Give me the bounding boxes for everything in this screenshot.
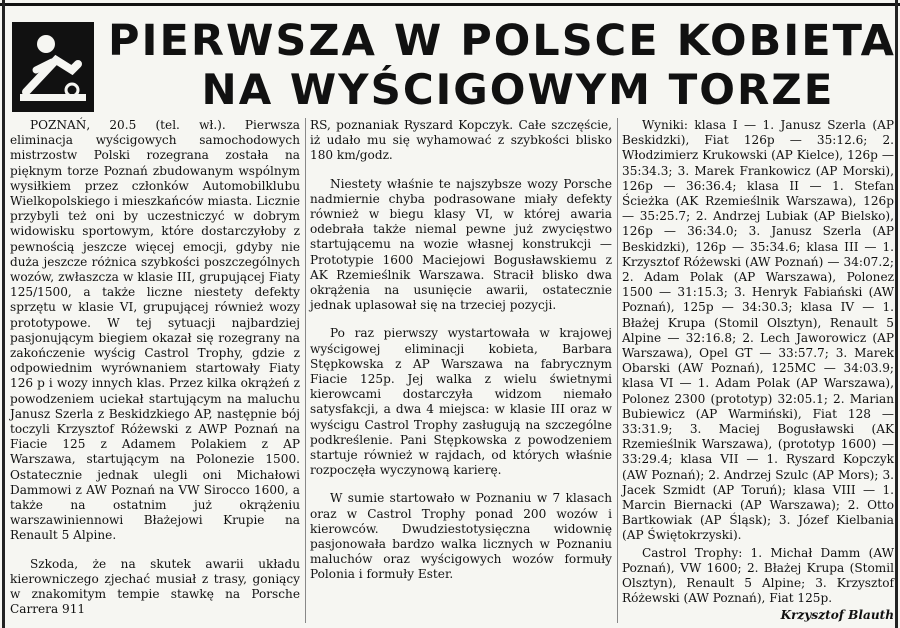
headline-line-1: PIERWSZA W POLSCE KOBIETA (108, 16, 896, 66)
article-paragraph: POZNAŃ, 20.5 (tel. wł.). Pierwsza eliminacja wyścigowych samochodowych mistrzostw Polski rozegrana została na pięknym torze Poznań zbudowanym wspólnym wysiłkiem przez członków Automobilklubu Wielkopolskiego i mieszkańców miasta. Licznie przybyli też oni by uczestniczyć w dobrym widowisku sportowym, które dostarczyłoby z pewnością jeszcze więcej emocji, gdyby nie duża jeszcze różnica szybkości poszczególnych wozów, zwłaszcza w klasie III, grupującej Fiaty 125/1500, a także liczne niestety defekty sprzętu w klasie VI, grupującej również wozy prototypowe. W tej sytuacji najbardziej pasjonującym biegiem okazał się rozegrany na zakończenie wyścig Castrol Trophy, gdzie z odpowiednim wyrównaniem startowały Fiaty 126 p i wozy innych klas. Przez kilka okrążeń z powodzeniem uciekał startującym na maluchu Janusz Szerla z Beskidzkiego AP, następnie bój toczyli Krzysztof Różewski z AWP Poznań na Fiacie 125 z Adamem Polakiem z AP Warszawa, startującym na Polonezie 1500. Ostatecznie jednak ulegli oni Michałowi Dammowi z AW Poznań na VW Sirocco 1600, a także na ostatnim już okrążeniu warszawiniennowi Błażejowi Krupie na Renault 5 Alpine. (10, 118, 300, 543)
results-paragraph: Wyniki: klasa I — 1. Janusz Szerla (AP Beskidzki), Fiat 126p — 35:12.6; 2. Włodzimierz Krukowski (AP Kielce), 126p — 35:34.3; 3. Marek Frankowicz (AP Morski), 126p — 36:36.4; klasa II — 1. Stefan Ścieżka (AK Rzemieślnik Warszawa), 126p — 35:25.7; 2. Andrzej Lubiak (AP Bielsko), 126p — 36:34.0; 3. Janusz Szerla (AP Beskidzki), 126p — 35:34.6; klasa III — 1. Krzysztof Różewski (AW Poznań) — 34:07.2; 2. Adam Polak (AP Warszawa), Polonez 1500 — 31:15.3; 3. Henryk Fabiański (AW Poznań), 125p — 34:30.3; klasa IV — 1. Błażej Krupa (Stomil Olsztyn), Renault 5 Alpine — 32:16.8; 2. Lech Jaworowicz (AP Warszawa), Opel GT — 33:57.7; 3. Marek Obarski (AW Poznań), 125MC — 34:03.9; klasa VI — 1. Adam Polak (AP Warszawa), Polonez 2300 (prototyp) 32:05.1; 2. Marian Bubiewicz (AP Warmiński), Fiat 128 — 33:31.9; 3. Maciej Bogusławski (AK Rzemieślnik Warszawa), (prototyp 1600) — 33:29.4; klasa VII — 1. Ryszard Kopczyk (AW Poznań); 2. Andrzej Szulc (AP Mors); 3. Jacek Szmidt (AP Toruń); klasa VIII — 1. Marcin Biernacki (AP Warszawa); 2. Otto Bartkowiak (AP Śląsk); 3. Józef Kielbania (AP Świętokrzyski). (622, 118, 894, 543)
top-rule (0, 3, 900, 6)
column-divider (305, 118, 306, 623)
racing-driver-icon (12, 22, 94, 112)
article-column-1 (10, 118, 300, 618)
author-byline: Krzysztof Blauth (780, 607, 894, 622)
results-column (622, 118, 894, 623)
headline-line-2: NA WYŚCIGOWYM TORZE (201, 65, 835, 114)
left-border (2, 0, 5, 628)
article-column-2 (310, 118, 612, 583)
article-paragraph: RS, poznaniak Ryszard Kopczyk. Całe szczęście, iż udało mu się wyhamować z szybkości blisko 180 km/godz. (310, 118, 612, 163)
article-paragraph: Niestety właśnie te najszybsze wozy Porsche nadmiernie chyba podrasowane miały defekty również w biegu klasy VI, w której awaria odebrała także niemal pewne już zwycięstwo startującemu na wozie własnej konstrukcji — Prototypie 1600 Maciejowi Bogusławskiemu z AK Rzemieślnik Warszawa. Stracił blisko dwa okrążenia na usunięcie awarii, ostatecznie jednak uplasował się na trzeciej pozycji. (310, 176, 612, 313)
article-paragraph: W sumie startowało w Poznaniu w 7 klasach oraz w Castrol Trophy ponad 200 wozów i kierowców. Dwudziestotysięczna widownię pasjonowała bardzo walka licznych w Poznaniu maluchów oraz wyścigowych wozów formuły Polonia i formuły Ester. (310, 491, 612, 582)
column-divider (617, 118, 618, 623)
results-paragraph: Castrol Trophy: 1. Michał Damm (AW Poznań), VW 1600; 2. Błażej Krupa (Stomil Olsztyn), Renault 5 Alpine; 3. Krzysztof Różewski (AW Poznań), Fiat 125p. (622, 545, 894, 606)
article-paragraph: Szkoda, że na skutek awarii układu kierowniczego zjechać musiał z trasy, goniący w znakomitym tempie stawkę na Porsche Carrera 911 (10, 556, 300, 617)
article-paragraph: Po raz pierwszy wystartowała w krajowej wyścigowej eliminacji kobieta, Barbara Stępkowska z AP Warszawa na fabrycznym Fiacie 125p. Jej walka z wielu świetnymi kierowcami dostarczyła widzom niemało satysfakcji, a dwa 4 miejsca: w klasie III oraz w wyścigu Castrol Trophy zasługują na szczególne podkreślenie. Pani Stępkowska z powodzeniem startuje również w rajdach, od których właśnie rozpoczęła wyczynową karierę. (310, 326, 612, 478)
